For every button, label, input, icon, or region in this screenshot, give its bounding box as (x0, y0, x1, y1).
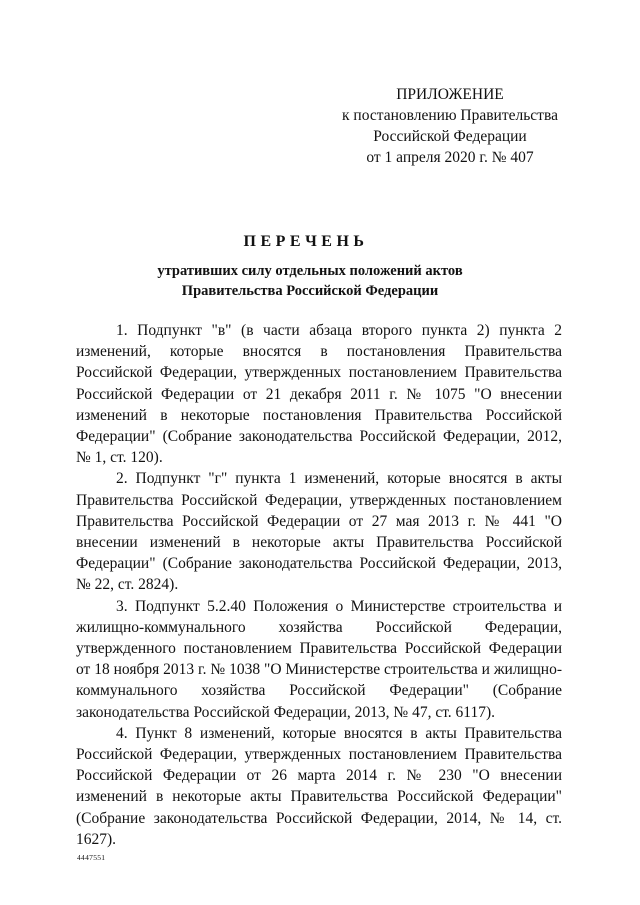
appendix-line-federation: Российской Федерации (373, 128, 527, 145)
appendix-title: ПРИЛОЖЕНИЕ (396, 86, 504, 103)
document-title: ПЕРЕЧЕНЬ (243, 233, 369, 250)
document-body (76, 320, 562, 850)
list-item-2: 2. Подпункт "г" пункта 1 изменений, которые вносятся в акты Правительства Российской Федерации, утвержденных постановлением Правительства Российской Федерации от 27 мая 2013 г. № 441 "О внесении изменений в некоторые акты Правительства Российской Федерации" (Собрание законодательства Российской Федерации, 2013, № 22, ст. 2824). (76, 470, 562, 594)
appendix-line-date-number: от 1 апреля 2020 г. № 407 (366, 149, 534, 166)
document-subtitle-line-2: Правительства Российской Федерации (181, 283, 439, 299)
document-subtitle (0, 261, 630, 301)
list-item-4: 4. Пункт 8 изменений, которые вносятся в акты Правительства Российской Федерации, утвержденных постановлением Правительства Российской Федерации от 26 марта 2014 г. № 230 "О внесении изменений в некоторые акты Правительства Российской Федерации" (Собрание законодательства Российской Федерации, 2014, № 14, ст. 1627). (76, 724, 562, 848)
list-item-1: 1. Подпункт "в" (в части абзаца второго пункта 2) пункта 2 изменений, которые вносятся в постановления Правительства Российской Федерации, утвержденных постановлением Правительства Российской Федерации от 21 декабря 2011 г. № 1075 "О внесении изменений в некоторые постановления Правительства Российской Федерации" (Собрание законодательства Российской Федерации, 2012, № 1, ст. 120). (76, 322, 562, 467)
document-code: 4447551 (77, 853, 106, 862)
list-item-3: 3. Подпункт 5.2.40 Положения о Министерстве строительства и жилищно-коммунального хозяйства Российской Федерации, утвержденного постановлением Правительства Российской Федерации от 18 ноября 2013 г. № 1038 "О Министерстве строительства и жилищно-коммунального хозяйства Российской Федерации" (Собрание законодательства Российской Федерации, 2013, № 47, ст. 6117). (76, 597, 562, 721)
appendix-block (330, 84, 570, 168)
appendix-line-resolution: к постановлению Правительства (342, 107, 558, 124)
document-subtitle-line-1: утративших силу отдельных положений актов (157, 263, 463, 279)
